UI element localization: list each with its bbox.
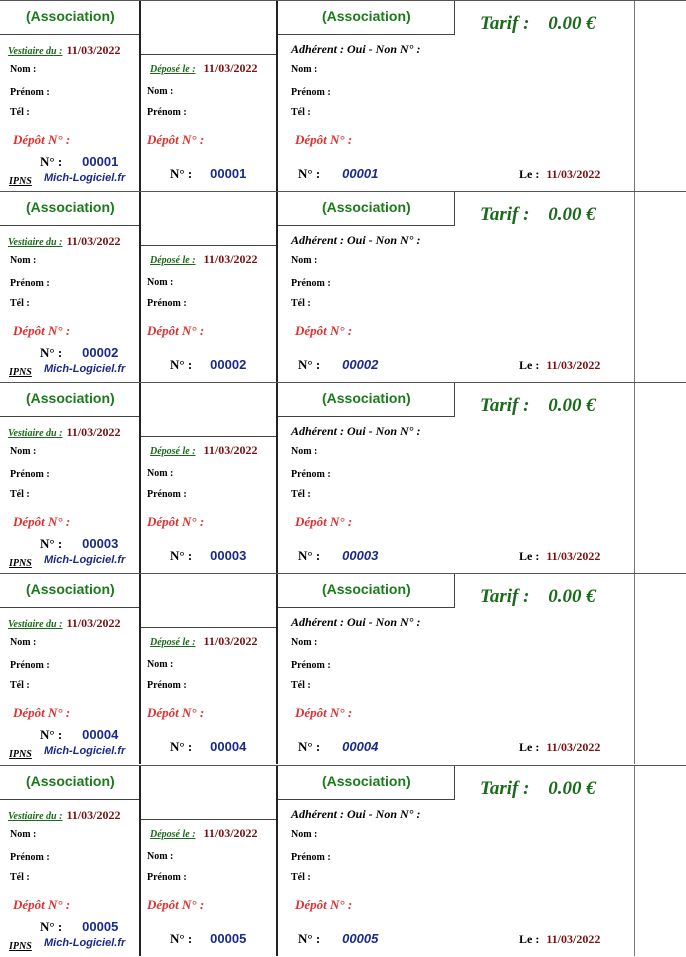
le-date: 11/03/2022 [546,358,601,372]
tel-label: Tél : [10,680,30,691]
vestiaire-label: Vestiaire du : [8,428,63,439]
vestiaire-date: 11/03/2022 [66,616,121,630]
number-label: N° : [40,919,63,934]
le-label: Le : [519,358,540,372]
association-title: (Association) [26,199,115,215]
number-label: N° : [298,739,321,754]
depot-label: Dépôt N° : [147,132,205,147]
vestiaire-date: 11/03/2022 [66,43,121,57]
depot-label: Dépôt N° : [13,705,71,720]
depot-label: Dépôt N° : [147,323,205,338]
vestiaire-label: Vestiaire du : [8,811,63,822]
nom-label: Nom : [10,64,37,75]
prenom-label: Prénom : [147,298,187,309]
tarif-label: Tarif : [480,778,530,799]
le-line [519,740,600,755]
header-box [0,766,139,800]
number-line [170,738,246,756]
number-label: N° : [40,536,63,551]
ticket-number: 00005 [342,931,379,946]
adherent-label: Adhérent : Oui - Non N° : [291,42,421,56]
depose-label: Déposé le : [150,255,196,266]
le-label: Le : [519,932,540,946]
blank-box [141,574,276,628]
nom-label: Nom : [147,468,174,479]
tarif-value: 0.00 € [548,586,596,607]
vestiaire-date: 11/03/2022 [66,808,121,822]
ticket [0,765,686,956]
vestiaire-line [8,423,120,441]
tarif-value: 0.00 € [548,395,596,416]
number-line [170,930,246,948]
depot-label: Dépôt N° : [295,705,353,720]
vestiaire-date: 11/03/2022 [66,234,121,248]
tel-label: Tél : [291,107,311,118]
number-label: N° : [170,739,193,754]
le-label: Le : [519,167,540,181]
blank-box [141,383,276,437]
ticket-number: 00003 [342,548,379,563]
ticket-number: 00003 [210,548,247,563]
vestiaire-label: Vestiaire du : [8,237,63,248]
prenom-label: Prénom : [147,872,187,883]
number-line [298,738,378,756]
number-line [170,547,246,565]
column-divider [634,192,635,382]
le-date: 11/03/2022 [546,740,601,754]
ipns-label: IPNS [9,176,32,187]
tarif-label: Tarif : [480,395,530,416]
adherent-label: Adhérent : Oui - Non N° : [291,615,421,629]
nom-label: Nom : [291,255,318,266]
ticket-number: 00002 [82,345,119,360]
tel-label: Tél : [10,489,30,500]
le-line [519,167,600,182]
header-box [0,1,139,35]
depose-date: 11/03/2022 [203,826,258,840]
depose-date: 11/03/2022 [203,443,258,457]
ticket [0,191,686,382]
vestiaire-line [8,614,120,632]
prenom-label: Prénom : [291,469,331,480]
depose-label: Déposé le : [150,64,196,75]
prenom-label: Prénom : [10,469,50,480]
nom-label: Nom : [147,86,174,97]
number-line [298,165,378,183]
association-title: (Association) [26,773,115,789]
column-divider [634,574,635,764]
number-line [40,153,118,171]
ticket-number: 00002 [210,357,247,372]
vestiaire-date: 11/03/2022 [66,425,121,439]
tel-label: Tél : [291,489,311,500]
prenom-label: Prénom : [10,660,50,671]
number-label: N° : [170,931,193,946]
number-label: N° : [170,357,193,372]
association-title: (Association) [26,581,115,597]
depot-label: Dépôt N° : [13,514,71,529]
depot-label: Dépôt N° : [13,323,71,338]
tarif-line [480,778,596,800]
le-date: 11/03/2022 [546,932,601,946]
nom-label: Nom : [10,446,37,457]
depose-date: 11/03/2022 [203,252,258,266]
depose-label: Déposé le : [150,637,196,648]
depot-label: Dépôt N° : [13,897,71,912]
nom-label: Nom : [147,659,174,670]
header-box [0,574,139,608]
ipns-label: IPNS [9,367,32,378]
association-title: (Association) [26,8,115,24]
ticket-number: 00004 [210,739,247,754]
tarif-label: Tarif : [480,204,530,225]
tel-label: Tél : [291,298,311,309]
prenom-label: Prénom : [10,278,50,289]
prenom-label: Prénom : [147,489,187,500]
number-line [298,547,378,565]
number-label: N° : [298,166,321,181]
blank-box [141,766,276,820]
depot-label: Dépôt N° : [13,132,71,147]
depose-date: 11/03/2022 [203,61,258,75]
depot-label: Dépôt N° : [295,514,353,529]
number-label: N° : [298,357,321,372]
blank-box [141,192,276,246]
number-line [40,535,118,553]
vestiaire-line [8,232,120,250]
tarif-line [480,586,596,608]
number-line [40,918,118,936]
ipns-label: IPNS [9,749,32,760]
site-label: Mich-Logiciel.fr [44,745,126,757]
column-divider [634,766,635,956]
number-label: N° : [40,154,63,169]
ticket-number: 00002 [342,357,379,372]
association-title: (Association) [26,390,115,406]
association-title: (Association) [322,581,411,597]
ticket-number: 00004 [82,727,119,742]
number-line [170,356,246,374]
depose-line [150,441,258,459]
association-title: (Association) [322,390,411,406]
ticket [0,382,686,573]
depose-line [150,824,258,842]
depose-line [150,632,258,650]
number-line [40,344,118,362]
nom-label: Nom : [147,851,174,862]
ticket-number: 00005 [82,919,119,934]
association-title: (Association) [322,8,411,24]
vestiaire-line [8,806,120,824]
nom-label: Nom : [291,64,318,75]
ticket-number: 00004 [342,739,379,754]
le-label: Le : [519,740,540,754]
ticket-number: 00005 [210,931,247,946]
ticket-number: 00001 [210,166,247,181]
tarif-line [480,395,596,417]
site-label: Mich-Logiciel.fr [44,172,126,184]
le-date: 11/03/2022 [546,167,601,181]
tarif-label: Tarif : [480,586,530,607]
site-label: Mich-Logiciel.fr [44,554,126,566]
depose-line [150,250,258,268]
ticket-number: 00001 [342,166,379,181]
nom-label: Nom : [291,446,318,457]
tarif-label: Tarif : [480,13,530,34]
vestiaire-line [8,41,120,59]
depose-label: Déposé le : [150,829,196,840]
tel-label: Tél : [291,680,311,691]
le-line [519,549,600,564]
nom-label: Nom : [10,829,37,840]
depot-label: Dépôt N° : [295,132,353,147]
prenom-label: Prénom : [291,660,331,671]
depot-label: Dépôt N° : [147,897,205,912]
depot-label: Dépôt N° : [147,514,205,529]
tel-label: Tél : [10,107,30,118]
le-label: Le : [519,549,540,563]
le-date: 11/03/2022 [546,549,601,563]
ticket [0,573,686,764]
tarif-line [480,204,596,226]
ticket-number: 00001 [82,154,119,169]
site-label: Mich-Logiciel.fr [44,937,126,949]
blank-box [141,1,276,55]
nom-label: Nom : [10,637,37,648]
tarif-value: 0.00 € [548,778,596,799]
prenom-label: Prénom : [291,278,331,289]
prenom-label: Prénom : [147,680,187,691]
number-label: N° : [40,727,63,742]
depot-label: Dépôt N° : [147,705,205,720]
adherent-label: Adhérent : Oui - Non N° : [291,233,421,247]
number-label: N° : [170,548,193,563]
adherent-label: Adhérent : Oui - Non N° : [291,424,421,438]
tarif-value: 0.00 € [548,204,596,225]
tel-label: Tél : [291,872,311,883]
column-divider [634,1,635,191]
tel-label: Tél : [10,298,30,309]
vestiaire-label: Vestiaire du : [8,46,63,57]
association-title: (Association) [322,773,411,789]
number-label: N° : [40,345,63,360]
number-line [298,930,378,948]
column-divider [634,383,635,573]
prenom-label: Prénom : [291,852,331,863]
association-title: (Association) [322,199,411,215]
number-line [170,165,246,183]
ipns-label: IPNS [9,941,32,952]
prenom-label: Prénom : [147,107,187,118]
number-line [40,726,118,744]
le-line [519,932,600,947]
prenom-label: Prénom : [10,852,50,863]
prenom-label: Prénom : [10,87,50,98]
nom-label: Nom : [291,637,318,648]
number-label: N° : [298,548,321,563]
vestiaire-label: Vestiaire du : [8,619,63,630]
prenom-label: Prénom : [291,87,331,98]
tarif-line [480,13,596,35]
number-label: N° : [298,931,321,946]
site-label: Mich-Logiciel.fr [44,363,126,375]
depose-label: Déposé le : [150,446,196,457]
header-box [0,383,139,417]
ticket-number: 00003 [82,536,119,551]
number-line [298,356,378,374]
nom-label: Nom : [147,277,174,288]
adherent-label: Adhérent : Oui - Non N° : [291,807,421,821]
header-box [0,192,139,226]
depose-line [150,59,258,77]
ipns-label: IPNS [9,558,32,569]
le-line [519,358,600,373]
nom-label: Nom : [291,829,318,840]
ticket [0,0,686,191]
depose-date: 11/03/2022 [203,634,258,648]
tarif-value: 0.00 € [548,13,596,34]
depot-label: Dépôt N° : [295,323,353,338]
nom-label: Nom : [10,255,37,266]
tel-label: Tél : [10,872,30,883]
number-label: N° : [170,166,193,181]
depot-label: Dépôt N° : [295,897,353,912]
